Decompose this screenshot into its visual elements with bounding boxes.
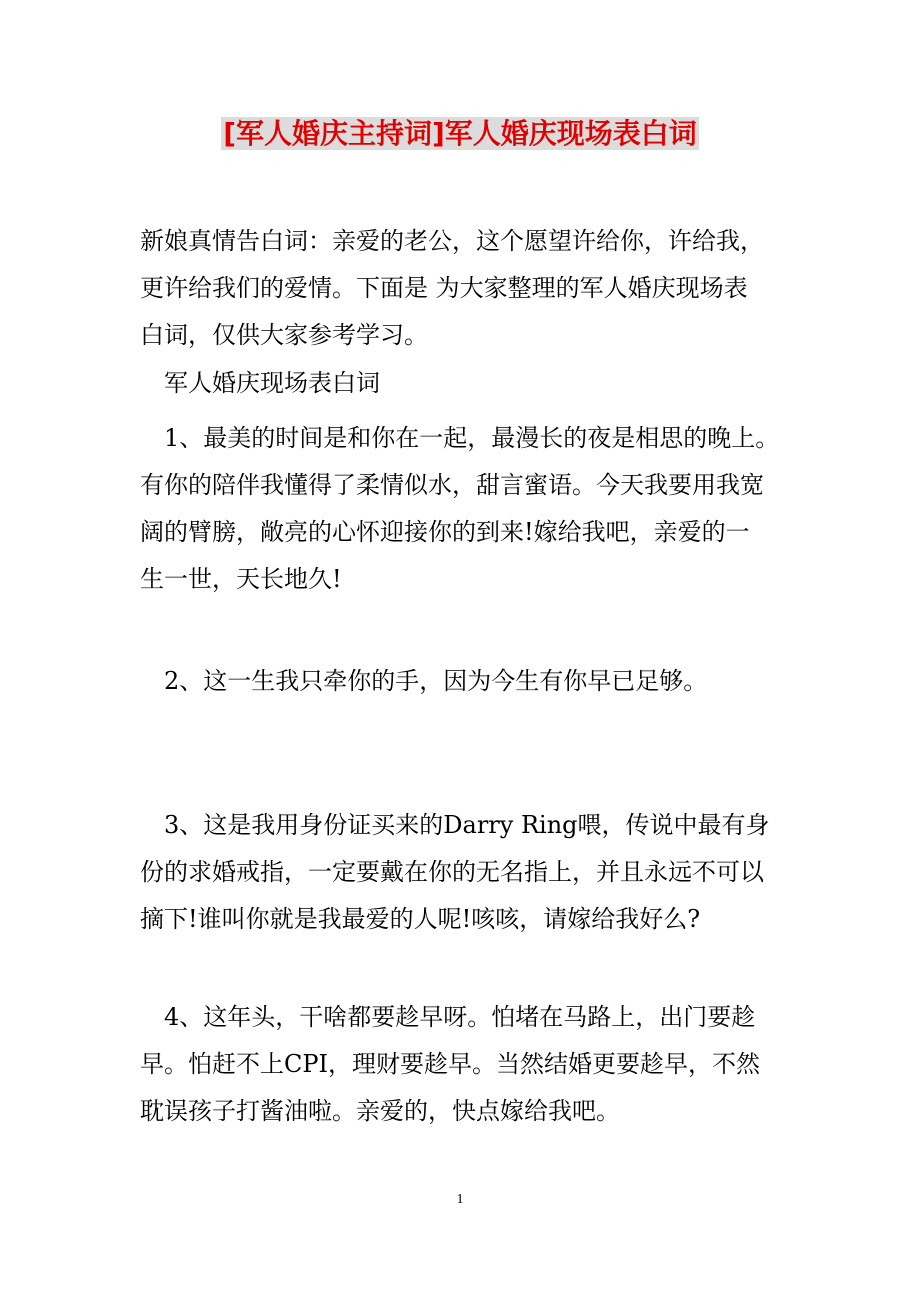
item-4-line: 4、这年头，干啥都要趁早呀。怕堵在马路上，出门要趁 [164, 1003, 756, 1031]
intro-paragraph [140, 218, 790, 359]
section-subtitle-text: 军人婚庆现场表白词 [164, 369, 380, 397]
page-number: 1 [456, 1192, 464, 1207]
item-2-line: 2、这一生我只牵你的手，因为今生有你早已足够。 [164, 667, 708, 695]
intro-line: 白词，仅供大家参考学习。 [140, 321, 428, 349]
item-1-line: 1、最美的时间是和你在一起，最漫长的夜是相思的晚上。 [164, 424, 780, 452]
item-4-line: 耽误孩子打酱油啦。亲爱的，快点嫁给我吧。 [140, 1097, 620, 1125]
item-2-paragraph [140, 658, 790, 705]
document-title [0, 112, 920, 156]
intro-line: 更许给我们的爱情。下面是 为大家整理的军人婚庆现场表 [140, 274, 748, 302]
document-title-text: [军人婚庆主持词]军人婚庆现场表白词 [223, 117, 697, 150]
item-1-line: 阔的臂膀，敞亮的心怀迎接你的到来!嫁给我吧，亲爱的一 [140, 518, 750, 546]
item-1-line: 生一世，天长地久! [140, 565, 342, 593]
intro-line: 新娘真情告白词：亲爱的老公，这个愿望许给你，许给我， [140, 227, 764, 255]
item-1-paragraph [140, 415, 790, 603]
item-3-line: 份的求婚戒指，一定要戴在你的无名指上，并且永远不可以 [140, 858, 764, 886]
item-3-line: 3、这是我用身份证买来的Darry Ring喂，传说中最有身 [164, 811, 770, 839]
item-3-paragraph [140, 802, 790, 943]
item-4-line: 早。怕赶不上CPI，理财要趁早。当然结婚更要趁早，不然 [140, 1050, 760, 1078]
section-subtitle [164, 360, 814, 407]
item-3-line: 摘下!谁叫你就是我最爱的人呢!咳咳，请嫁给我好么? [140, 905, 701, 933]
item-4-paragraph [140, 994, 790, 1135]
item-1-line: 有你的陪伴我懂得了柔情似水，甜言蜜语。今天我要用我宽 [140, 471, 764, 499]
